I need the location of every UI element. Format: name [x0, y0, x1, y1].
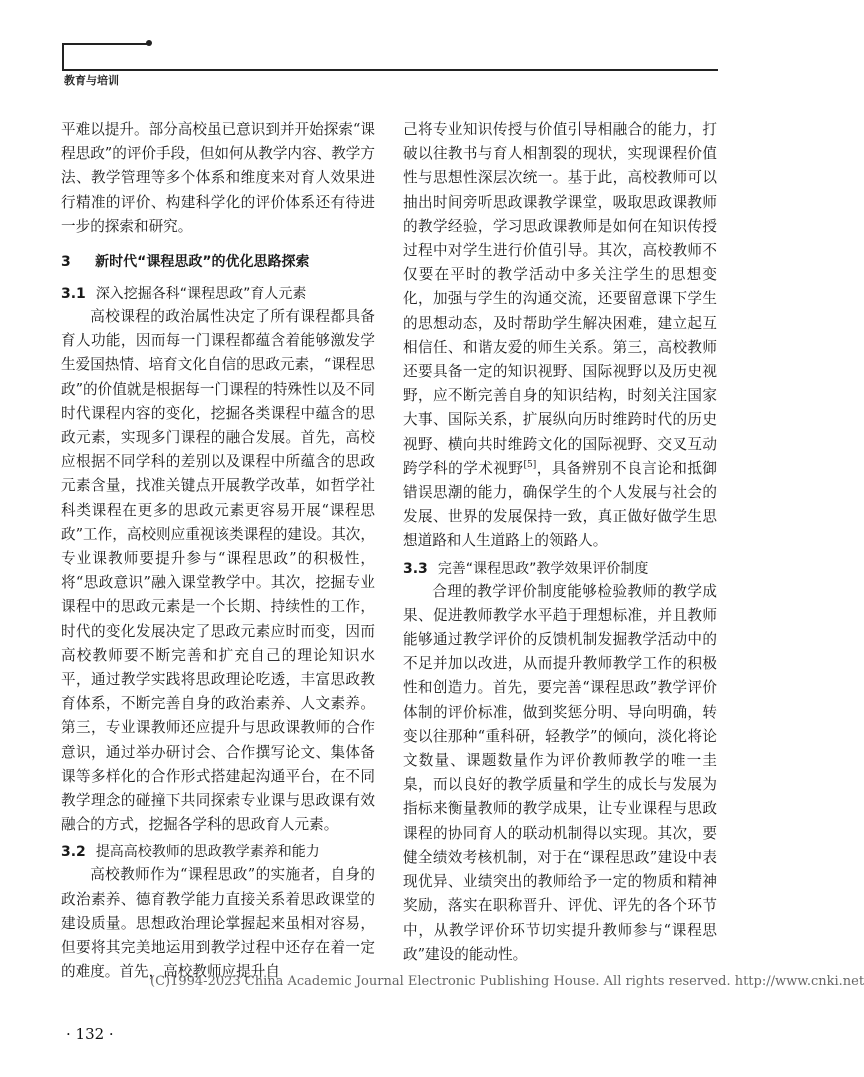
- left-column: [61, 118, 375, 985]
- subsection-number: 3.2: [61, 844, 86, 861]
- subsection-heading-3-2: [61, 841, 375, 863]
- right-column: [403, 118, 717, 967]
- page-number: · 132 ·: [66, 1025, 114, 1043]
- header-dot: [146, 40, 152, 46]
- paragraph-text: 己将专业知识传授与价值引导相融合的能力，打破以往教书与育人相割裂的现状，实现课程价值性与思想性深层次统一。基于此，高校教师可以抽出时间旁听思政课教学课堂，吸取思政课教师的教学经验，学习思政课教师是如何在知识传授过程中对学生进行价值引导。其次，高校教师不仅要在平时的教学活动中多关注学生的思想变化，加强与学生的沟通交流，还要留意课下学生的思想动态，及时帮助学生解决困难，建立起互相信任、和谐友爱的师生关系。第三，高校教师还要具备一定的知识视野、国际视野以及历史视野，应不断完善自身的知识结构，时刻关注国家大事、国际关系，扩展纵向历时维跨时代的历史视野、横向共时维跨文化的国际视野、交叉互动跨学科的学术视野: [403, 121, 717, 477]
- subsection-heading-3-3: [403, 558, 717, 580]
- subsection-number: 3.1: [61, 286, 86, 303]
- paragraph-intro: 平难以提升。部分高校虽已意识到并开始探索“课程思政”的评价手段，但如何从教学内容、教学方法、教学管理等多个体系和维度来对育人效果进行精准的评价、构建科学化的评价体系还有待进一步的探索和研究。: [61, 121, 375, 235]
- header-rule: [62, 69, 718, 71]
- paragraph-3-2-continued: [403, 118, 717, 554]
- subsection-title: 提高高校教师的思政教学素养和能力: [95, 844, 320, 861]
- subsection-number: 3.3: [403, 560, 428, 577]
- paragraph-text: ，具备辨别不良言论和抵御错误思潮的能力，确保学生的个人发展与社会的发展、世界的发展保持一致，真正做好做学生思想道路和人生道路上的领路人。: [403, 459, 717, 550]
- section-title: 新时代“课程思政”的优化思路探索: [95, 254, 310, 271]
- section-label: 教育与培训: [64, 74, 119, 87]
- subsection-heading-3-1: [61, 283, 375, 305]
- section-number: 3: [61, 254, 71, 271]
- paragraph-3-2: 高校教师作为“课程思政”的实施者，自身的政治素养、德育教学能力直接关系着思政课堂的建设质量。思想政治理论掌握起来虽相对容易，但要将其完美地运用到教学过程中还存在着一定的难度。首先，高校教师应提升自: [61, 866, 375, 981]
- paragraph-3-1: 高校课程的政治属性决定了所有课程都具备育人功能，因而每一门课程都蕴含着能够激发学生爱国热情、培育文化自信的思政元素，“课程思政”的价值就是根据每一门课程的特殊性以及不同时代课程内容的变化，挖掘各类课程中蕴含的思政元素，实现多门课程的融合发展。首先，高校应根据不同学科的差别以及课程中所蕴含的思政元素含量，找准关键点开展教学改革，如哲学社科类课程在更多的思政元素更容易开展“课程思政”工作，高校则应重视该类课程的建设。其次，专业课教师要提升参与“课程思政”的积极性，将“思政意识”融入课堂教学中。其次，挖掘专业课程中的思政元素是一个长期、持续性的工作，时代的变化发展决定了思政元素应时而变，因而高校教师要不断完善和扩充自己的理论知识水平，通过教学实践将思政理论吃透，丰富思政教育体系，不断完善自身的政治素养、人文素养。第三，专业课教师还应提升与思政课教师的合作意识，通过举办研讨会、合作撰写论文、集体备课等多样化的合作形式搭建起沟通平台，在不同教学理念的碰撞下共同探索专业课与思政课有效融合的方式，挖掘各学科的思政育人元素。: [61, 308, 375, 834]
- copyright-watermark: (C)1994-2023 China Academic Journal Electronic Publishing House. All rights reserved. http://www.cnki.net: [150, 974, 864, 989]
- section-heading-3: [61, 251, 375, 273]
- paragraph-3-3: 合理的教学评价制度能够检验教师的教学成果、促进教师教学水平趋于理想标准，并且教师能够通过教学评价的反馈机制发掘教学活动中的不足并加以改进，从而提升教师教学工作的积极性和创造力。首先，要完善“课程思政”教学评价体制的评价标准，做到奖惩分明、导向明确，转变以往那种“重科研，轻教学”的倾向，淡化将论文数量、课题数量作为评价教师教学的唯一圭臬，而以良好的教学质量和学生的成长与发展为指标来衡量教师的教学成果，让专业课程与思政课程的协同育人的联动机制得以实现。其次，要健全绩效考核机制，对于在“课程思政”建设中表现优异、业绩突出的教师给予一定的物质和精神奖励，落实在职称晋升、评优、评先的各个环节中，从教学评价环节切实提升教师参与“课程思政”建设的能动性。: [403, 582, 717, 963]
- subsection-title: 深入挖掘各科“课程思政”育人元素: [95, 286, 307, 303]
- subsection-title: 完善“课程思政”教学效果评价制度: [437, 560, 649, 577]
- citation-marker: [5]: [523, 459, 537, 470]
- header-frame: [62, 43, 148, 69]
